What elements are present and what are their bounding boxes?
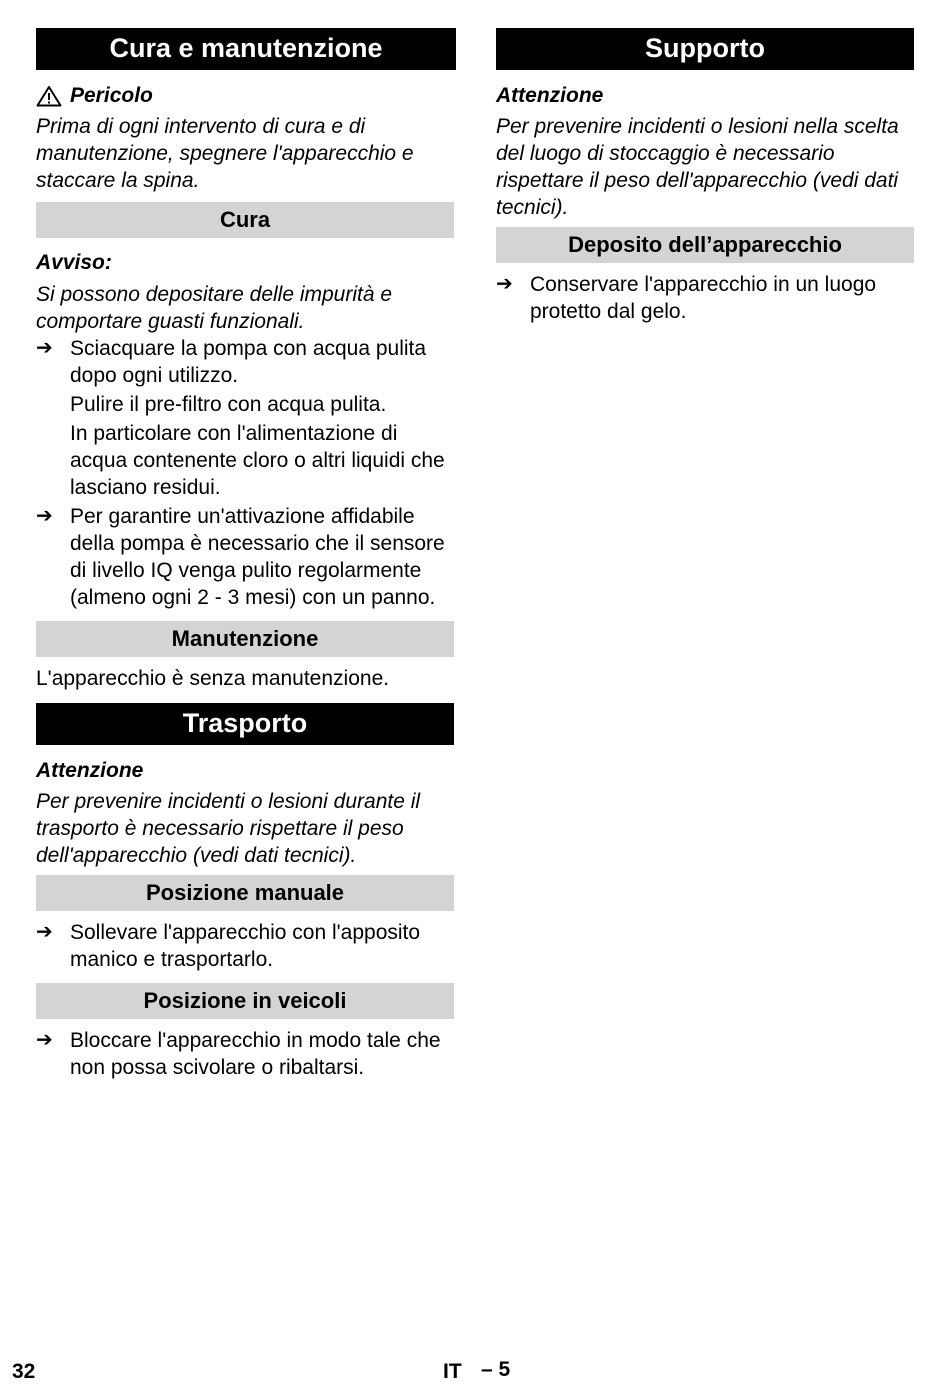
arrow-right-icon: ➔ (496, 273, 513, 295)
attenzione-label: Attenzione (36, 759, 144, 782)
arrow-right-icon: ➔ (36, 505, 53, 527)
step-rinse-pump (36, 335, 456, 389)
step-text: Bloccare l'apparecchio in modo tale che non possa scivolare o ribaltarsi. (70, 1029, 441, 1079)
step-store-device (496, 271, 914, 325)
section-title-cura-manutenzione: Cura e manutenzione (36, 28, 456, 70)
arrow-right-icon: ➔ (36, 1029, 53, 1051)
subsection-title-manutenzione: Manutenzione (36, 621, 454, 657)
step-lift-device (36, 919, 456, 973)
arrow-right-icon: ➔ (36, 337, 53, 359)
section-title-trasporto: Trasporto (36, 703, 454, 745)
subsection-title-deposito: Deposito dell’apparecchio (496, 227, 914, 263)
supporto-text: Per prevenire incidenti o lesioni nella scelta del luogo di stoccaggio è necessario rispettare il peso dell'apparecchio (vedi dati tecnici). (496, 115, 899, 219)
step-text: Sciacquare la pompa con acqua pulita dopo ogni utilizzo. (70, 337, 427, 387)
left-column (36, 28, 456, 1081)
page-number: 32 (12, 1360, 36, 1383)
step-secure-device (36, 1027, 456, 1081)
danger-text: Prima di ogni intervento di cura e di manutenzione, spegnere l'apparecchio e staccare la spina. (36, 115, 414, 192)
warning-triangle-icon (36, 85, 62, 107)
step-sub-chlorine: In particolare con l'alimentazione di acqua contenente cloro o altri liquidi che lasciano residui. (70, 422, 445, 499)
step-text: Per garantire un'attivazione affidabile della pompa è necessario che il sensore di livello IQ venga pulito regolarmente (almeno ogni 2 - 3 mesi) con un panno. (70, 505, 445, 609)
section-page-number: – 5 (481, 1358, 511, 1381)
danger-heading (36, 82, 456, 109)
right-column (496, 28, 914, 325)
step-sub-prefilter: Pulire il pre-filtro con acqua pulita. (70, 393, 387, 416)
section-title-supporto: Supporto (496, 28, 914, 70)
subsection-title-posizione-veicoli: Posizione in veicoli (36, 983, 454, 1019)
avviso-label: Avviso: (36, 251, 112, 274)
arrow-right-icon: ➔ (36, 921, 53, 943)
avviso-text: Si possono depositare delle impurità e comportare guasti funzionali. (36, 283, 393, 333)
attenzione-label: Attenzione (496, 84, 604, 107)
step-clean-sensor (36, 503, 456, 611)
language-code: IT (443, 1360, 462, 1383)
subsection-title-cura: Cura (36, 202, 454, 238)
step-text: Sollevare l'apparecchio con l'apposito manico e trasportarlo. (70, 921, 421, 971)
trasporto-text: Per prevenire incidenti o lesioni durante il trasporto è necessario rispettare il peso dell'apparecchio (vedi dati tecnici). (36, 790, 421, 867)
subsection-title-posizione-manuale: Posizione manuale (36, 875, 454, 911)
danger-label: Pericolo (70, 84, 153, 107)
step-text: Conservare l'apparecchio in un luogo protetto dal gelo. (530, 273, 877, 323)
manutenzione-text: L'apparecchio è senza manutenzione. (36, 667, 390, 690)
